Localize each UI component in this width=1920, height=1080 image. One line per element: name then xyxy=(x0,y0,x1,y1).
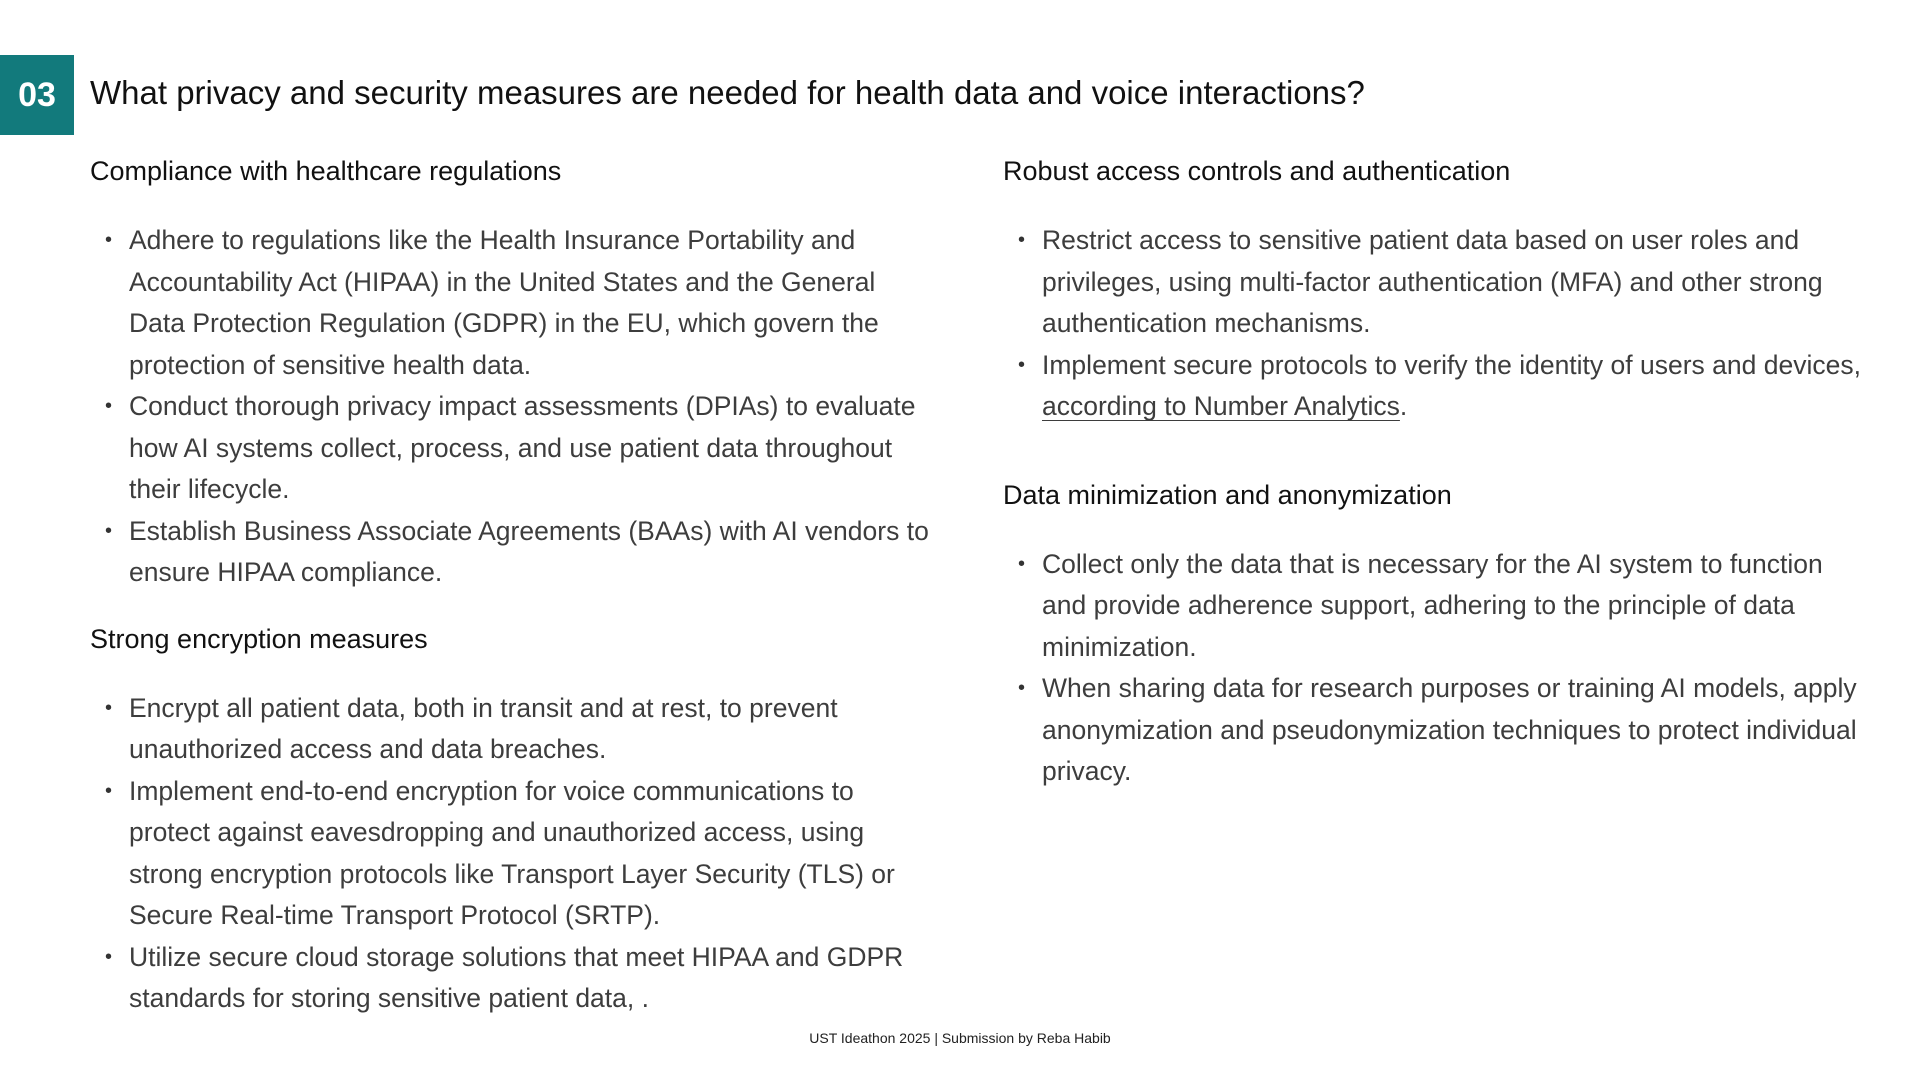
section-access-controls xyxy=(1003,152,1863,428)
section-heading: Robust access controls and authentication xyxy=(1003,156,1511,186)
bullet-dot-icon: • xyxy=(105,395,113,417)
list-item-text: Implement end-to-end encryption for voice communications to protect against eavesdropping and unauthorized access, using strong encryption protocols like Transport Layer Security (TLS) or Secure Real-time Transport Protocol (SRTP). xyxy=(129,775,895,930)
list-item-text: Establish Business Associate Agreements (BAAs) with AI vendors to ensure HIPAA compliance. xyxy=(129,515,929,587)
list-item-text: Conduct thorough privacy impact assessments (DPIAs) to evaluate how AI systems collect, process, and use patient data throughout their lifecycle. xyxy=(129,391,916,504)
section-encryption xyxy=(90,620,930,1020)
section-compliance xyxy=(90,152,930,594)
bullet-dot-icon: • xyxy=(1018,552,1026,575)
list-item xyxy=(1003,345,1863,428)
list-item xyxy=(90,386,930,511)
list-item-text: Encrypt all patient data, both in transit and at rest, to prevent unauthorized access and data breaches. xyxy=(129,692,838,764)
footer-text: UST Ideathon 2025 | Submission by Reba Habib xyxy=(809,1030,1111,1046)
list-item xyxy=(90,771,930,937)
section-heading: Data minimization and anonymization xyxy=(1003,479,1452,510)
slide-title: What privacy and security measures are needed for health data and voice interactions? xyxy=(90,74,1365,111)
list-item-text: Adhere to regulations like the Health Insurance Portability and Accountability Act (HIPAA) in the United States and the General Data Protection Regulation (GDPR) in the EU, which govern the protection of sensitive health data. xyxy=(129,225,879,380)
list-item xyxy=(1003,544,1863,669)
bullet-list xyxy=(90,688,930,1020)
bullet-dot-icon: • xyxy=(1018,353,1026,376)
section-data-minimization xyxy=(1003,476,1863,793)
list-item xyxy=(1003,220,1863,345)
bullet-dot-icon: • xyxy=(1018,229,1026,251)
bullet-dot-icon: • xyxy=(105,519,113,542)
slide-number-badge: 03 xyxy=(0,55,74,135)
list-item xyxy=(90,937,930,1020)
list-item xyxy=(1003,668,1863,793)
bullet-dot-icon: • xyxy=(1018,677,1026,699)
list-item xyxy=(90,511,930,594)
section-heading: Compliance with healthcare regulations xyxy=(90,156,562,186)
list-item-text: When sharing data for research purposes or training AI models, apply anonymization and pseudonymization techniques to protect individual privacy. xyxy=(1042,673,1857,786)
bullet-dot-icon: • xyxy=(105,229,113,251)
list-item-text: Restrict access to sensitive patient data based on user roles and privileges, using multi-factor authentication (MFA) and other strong authentication mechanisms. xyxy=(1042,225,1823,338)
bullet-dot-icon: • xyxy=(105,696,113,719)
bullet-list xyxy=(90,220,930,594)
list-item-text: Utilize secure cloud storage solutions that meet HIPAA and GDPR standards for storing sensitive patient data, . xyxy=(129,941,904,1013)
bullet-list xyxy=(1003,544,1863,793)
list-item-text: Implement secure protocols to verify the identity of users and devices, xyxy=(1042,349,1861,380)
right-column xyxy=(1003,152,1863,819)
list-item xyxy=(90,688,930,771)
number-analytics-link[interactable]: according to Number Analytics xyxy=(1042,391,1400,421)
bullet-list xyxy=(1003,220,1863,428)
bullet-dot-icon: • xyxy=(105,945,113,968)
list-item-text: Collect only the data that is necessary for the AI system to function and provide adherence support, adhering to the principle of data minimization. xyxy=(1042,548,1823,662)
section-heading: Strong encryption measures xyxy=(90,623,428,654)
left-column xyxy=(90,152,930,1046)
bullet-dot-icon: • xyxy=(105,779,113,802)
list-item-text-suffix: . xyxy=(1399,391,1408,421)
list-item xyxy=(90,220,930,386)
